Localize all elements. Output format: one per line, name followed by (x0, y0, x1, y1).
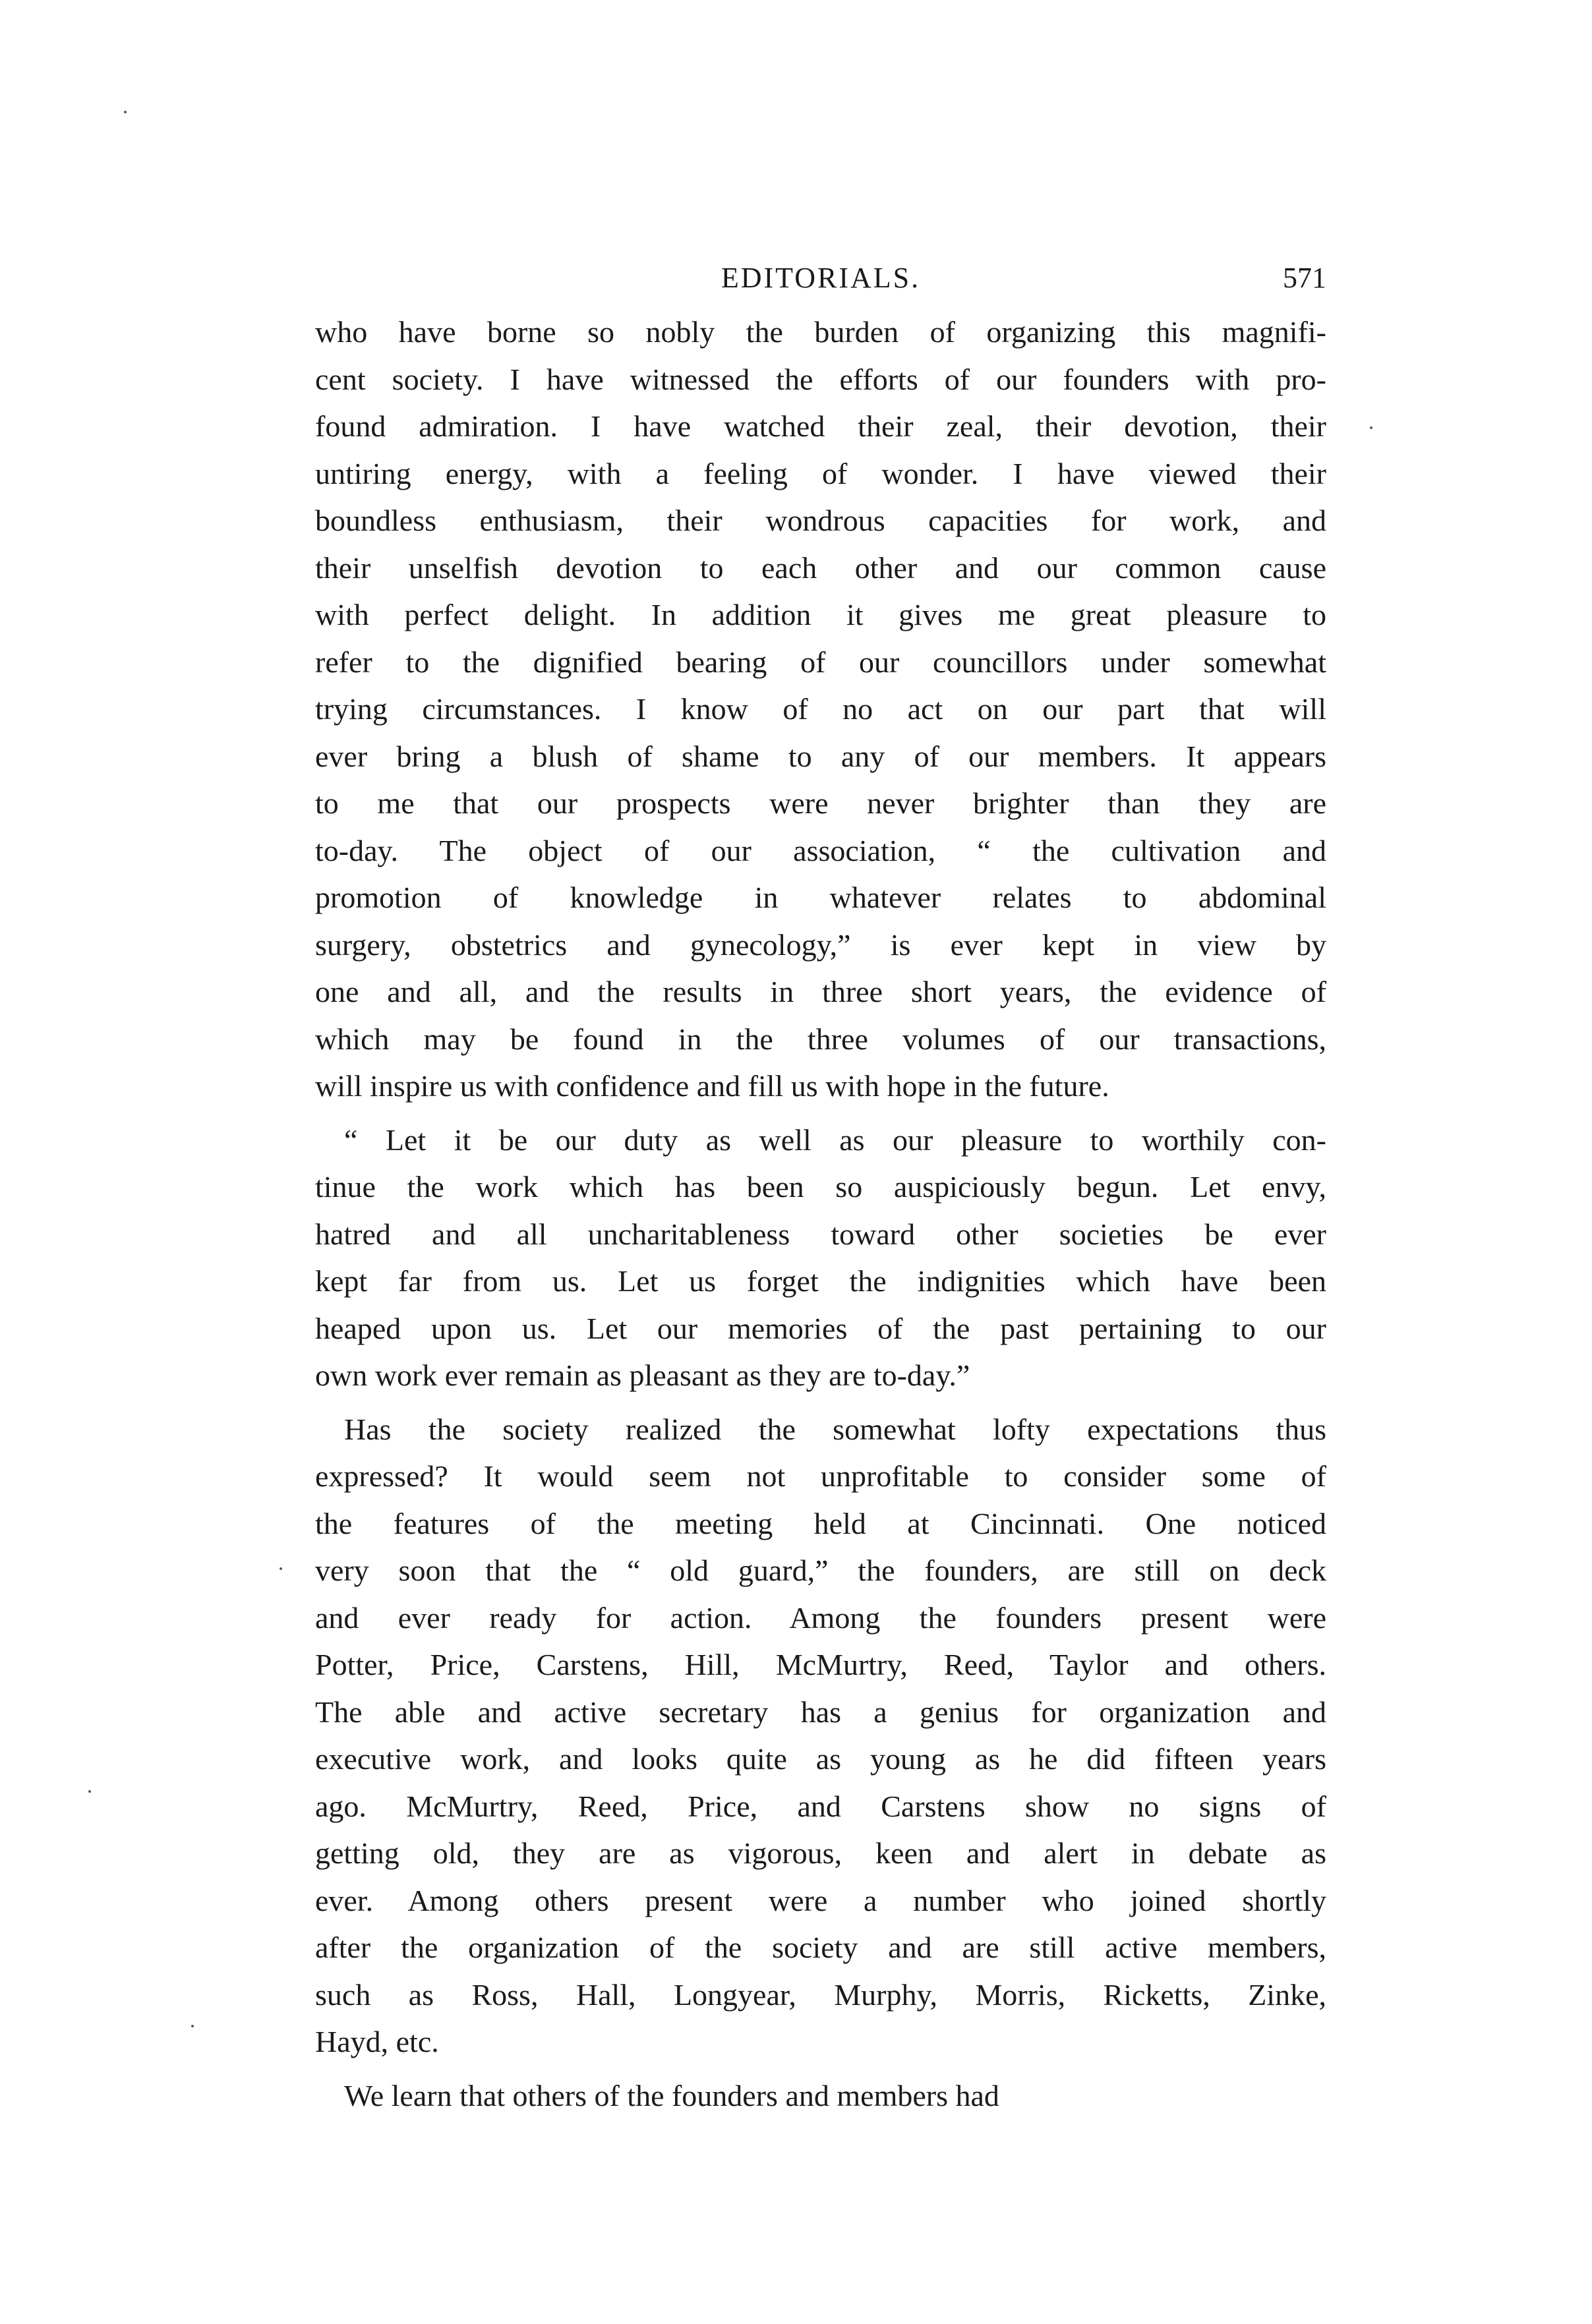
text-line: ever. Among others present were a number who joined shortly (315, 1883, 1326, 1917)
text-line: own work ever remain as pleasant as they are to-day.” (315, 1358, 970, 1392)
text-line: The able and active secretary has a genius for organization and (315, 1695, 1326, 1729)
text-line: with perfect delight. In addition it gives me great pleasure to (315, 598, 1326, 631)
text-line: ever bring a blush of shame to any of our members. It appears (315, 739, 1326, 773)
body-text (315, 308, 1326, 2119)
scan-speck (191, 2025, 194, 2027)
text-line: refer to the dignified bearing of our councillors under somewhat (315, 645, 1326, 679)
text-line: “ Let it be our duty as well as our pleasure to worthily con- (344, 1122, 1326, 1157)
text-line: one and all, and the results in three short years, the evidence of (315, 975, 1326, 1008)
text-line: executive work, and looks quite as young as he did fifteen years (315, 1742, 1326, 1776)
paragraph (315, 2072, 1326, 2120)
page-number: 571 (1283, 262, 1326, 294)
text-line: found admiration. I have watched their zeal, their devotion, their (315, 409, 1326, 443)
scan-speck (1370, 426, 1372, 429)
text-line: expressed? It would seem not unprofitable to consider some of (315, 1459, 1326, 1493)
text-line: getting old, they are as vigorous, keen and alert in debate as (315, 1836, 1326, 1870)
text-line: kept far from us. Let us forget the indignities which have been (315, 1264, 1326, 1298)
text-line: heaped upon us. Let our memories of the past pertaining to our (315, 1311, 1326, 1345)
text-line: cent society. I have witnessed the efforts of our founders with pro- (315, 362, 1326, 396)
running-header (315, 258, 1326, 298)
text-line: trying circumstances. I know of no act on our part that will (315, 692, 1326, 726)
text-line: surgery, obstetrics and gynecology,” is ever kept in view by (315, 927, 1326, 962)
text-line: boundless enthusiasm, their wondrous capacities for work, and (315, 504, 1326, 537)
running-title: EDITORIALS. (721, 262, 921, 294)
text-line: hatred and all uncharitableness toward other societies be ever (315, 1217, 1326, 1251)
text-line: their unselfish devotion to each other and our common cause (315, 550, 1326, 585)
scan-speck (280, 1567, 282, 1570)
paragraph (315, 308, 1326, 1110)
text-line: will inspire us with confidence and fill us with hope in the future. (315, 1069, 1109, 1103)
paragraph (315, 1406, 1326, 2066)
text-line: Hayd, etc. (315, 2025, 439, 2058)
text-line: untiring energy, with a feeling of wonder. I have viewed their (315, 456, 1326, 490)
scan-speck (124, 111, 127, 113)
text-line: very soon that the “ old guard,” the founders, are still on deck (315, 1554, 1326, 1587)
text-line: the features of the meeting held at Cincinnati. One noticed (315, 1506, 1326, 1540)
text-line: which may be found in the three volumes of our transactions, (315, 1022, 1326, 1056)
text-line: tinue the work which has been so auspiciously begun. Let envy, (315, 1170, 1326, 1204)
scan-speck (88, 1790, 91, 1793)
text-line: and ever ready for action. Among the founders present were (315, 1600, 1326, 1635)
paragraph (315, 1117, 1326, 1399)
text-line: ago. McMurtry, Reed, Price, and Carstens show no signs of (315, 1789, 1326, 1823)
text-line: Potter, Price, Carstens, Hill, McMurtry, Reed, Taylor and others. (315, 1648, 1326, 1681)
text-line: promotion of knowledge in whatever relates to abdominal (315, 881, 1326, 914)
paragraph-gap (315, 1110, 1326, 1117)
text-line: Has the society realized the somewhat lofty expectations thus (344, 1412, 1326, 1446)
paragraph-gap (315, 1399, 1326, 1406)
text-line: We learn that others of the founders and members had (344, 2078, 999, 2112)
text-line: to-day. The object of our association, “ the cultivation and (315, 833, 1326, 867)
text-line: such as Ross, Hall, Longyear, Murphy, Morris, Ricketts, Zinke, (315, 1977, 1326, 2012)
text-line: to me that our prospects were never brighter than they are (315, 786, 1326, 820)
text-line: after the organization of the society and are still active members, (315, 1931, 1326, 1964)
paragraph-gap (315, 2066, 1326, 2072)
text-line: who have borne so nobly the burden of organizing this magnifi- (315, 315, 1326, 349)
